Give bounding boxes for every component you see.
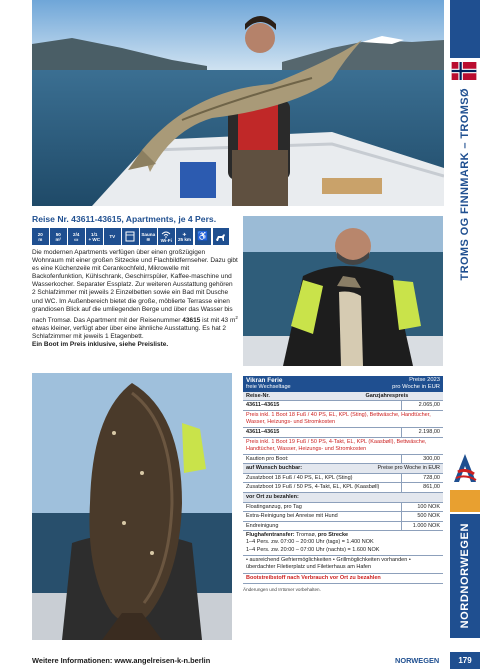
table-row: Zusatzboot 18 Fuß / 40 PS, EL, KPL (Sting) 728,00 xyxy=(243,474,443,483)
region-label-bottom xyxy=(450,514,480,638)
price-table-subtitle: freie Wechseltage xyxy=(246,384,291,390)
price-table-column-header: Reise-Nr. Ganzjahrespreis xyxy=(243,392,443,401)
tv-icon: TV xyxy=(104,228,121,245)
pet-icon xyxy=(213,228,230,245)
distance-icon: 20 m xyxy=(32,228,49,245)
section-header: vor Ort zu bezahlen: xyxy=(243,493,443,502)
photo-angler-with-halibut xyxy=(32,373,232,640)
region-label-bottom-text: NORDNORWEGEN xyxy=(459,523,471,629)
area-icon: 50 m² xyxy=(50,228,67,245)
brand-logo-icon xyxy=(452,452,478,486)
dishwasher-icon xyxy=(122,228,139,245)
table-row: Extra-Reinigung bei Anreise mit Hund 500 NOK xyxy=(243,512,443,521)
page-number: 179 xyxy=(450,652,480,669)
price-table-title: Vikran Ferie xyxy=(246,377,283,384)
table-row: 43611–43615 2.065,00 xyxy=(243,401,443,410)
photo-angler-smiling xyxy=(243,216,443,366)
offer-body-text: Die modernen Apartments verfügen über einen großzügigen Wohnraum mit einer großen Sitzecke und Flachbildfernseher. Dazu gibt es eine Küchenzeile mit Cerankochfeld, Mikrowelle mit Backofenfunktion, Kühlschrank, Geschirrspüler, Kaffee-maschine und Wasserkocher. Separater Essplatz. Zur weiteren Ausstattung gehören 2 Schlafzimmer mit jeweils 2 Einzelbetten sowie ein Bad mit Dusche und WC. Im Außenbereich bietet die große, möblierte Terrasse einen grandiosen Blick auf die umliegenden Berge und über das Wasser bis nach Tromsø. Das Apartment mit der Reisenummer 43615 ist mit 43 $m^2$ etwas kleiner, verfügt aber über eine ähnliche Ausstattung. Es hat 2 Schlafzimmer mit jeweils 1 Etagenbett. xyxy=(32,249,238,341)
footer-country: NORWEGEN xyxy=(395,656,440,665)
table-row: Zusatzboot 19 Fuß / 50 PS, 4-Takt, EL, KPL (Kaasbøll) 861,00 xyxy=(243,483,443,493)
sidebar-accent-bar xyxy=(450,490,480,512)
price-table-header xyxy=(243,376,443,392)
price-table-year: Preise 2023 xyxy=(409,377,440,383)
airport-distance-icon: ✈ 25 km xyxy=(176,228,193,245)
facility-bullets: • ausreichend Gefriermöglichkeiten • Grillmöglichkeiten vorhanden • überdachter Filetierplatz und Filetierhaus am Hafen xyxy=(243,556,443,574)
price-table-unit: pro Woche in EUR xyxy=(392,384,440,390)
offer-boat-included-note: Ein Boot im Preis inklusive, siehe Preisliste. xyxy=(32,341,169,349)
wifi-icon: Wi-Fi xyxy=(158,228,175,245)
table-row: Floatinganzug, pro Tag 100 NOK xyxy=(243,503,443,512)
amenity-icons xyxy=(32,228,238,245)
fuel-note: Bootstreibstoff nach Verbrauch vor Ort zu bezahlen xyxy=(243,574,443,585)
sidebar-top-bar xyxy=(450,0,480,58)
price-table xyxy=(243,376,443,592)
region-label-top xyxy=(450,84,480,284)
table-row: Endreinigung 1.000 NOK xyxy=(243,522,443,531)
offer-title: Reise Nr. 43611-43615, Apartments, je 4 Pers. xyxy=(32,214,217,224)
bathroom-icon: 1/1 + WC xyxy=(86,228,103,245)
price-included-note: Preis inkl. 1 Boot 18 Fuß / 40 PS, EL, KPL (Sting), Bettwäsche, Handtücher, Wasser, Heizungs- und Stromkosten xyxy=(243,411,443,428)
table-row: 43611–43615 2.198,00 xyxy=(243,428,443,437)
sauna-icon: Sauna ≋ xyxy=(140,228,157,245)
footer-website: Weitere Informationen: www.angelreisen-k-n.berlin xyxy=(32,656,211,665)
section-header: auf Wunsch buchbar: Preise pro Woche in EUR xyxy=(243,464,443,473)
sidebar xyxy=(450,0,480,672)
table-row: Kaution pro Boot: 300,00 xyxy=(243,455,443,464)
norway-flag-icon xyxy=(451,62,477,80)
disabled-access-icon: ♿ xyxy=(195,228,212,245)
beds-icon: 2/4 ▭ xyxy=(68,228,85,245)
airport-transfer-info: Flughafentransfer: Tromsø, pro Strecke 1–4 Pers. zw. 07:00 – 20:00 Uhr (tags) = 1.400 NOK 1–4 Pers. zw. 20:00 – 07:00 Uhr (nachts) = 1.600 NOK xyxy=(243,531,443,556)
photo-angler-with-cod xyxy=(32,0,444,206)
price-included-note: Preis inkl. 1 Boot 19 Fuß / 50 PS, 4-Takt, EL, KPL (Kaasbøll), Bettwäsche, Handtücher, Wasser, Heizungs- und Stromkosten xyxy=(243,438,443,455)
offer-description xyxy=(32,214,238,349)
disclaimer: Änderungen und Irrtümer vorbehalten. xyxy=(243,587,321,593)
region-label-top-text: TROMS OG FINNMARK – TROMSØ xyxy=(459,87,471,281)
